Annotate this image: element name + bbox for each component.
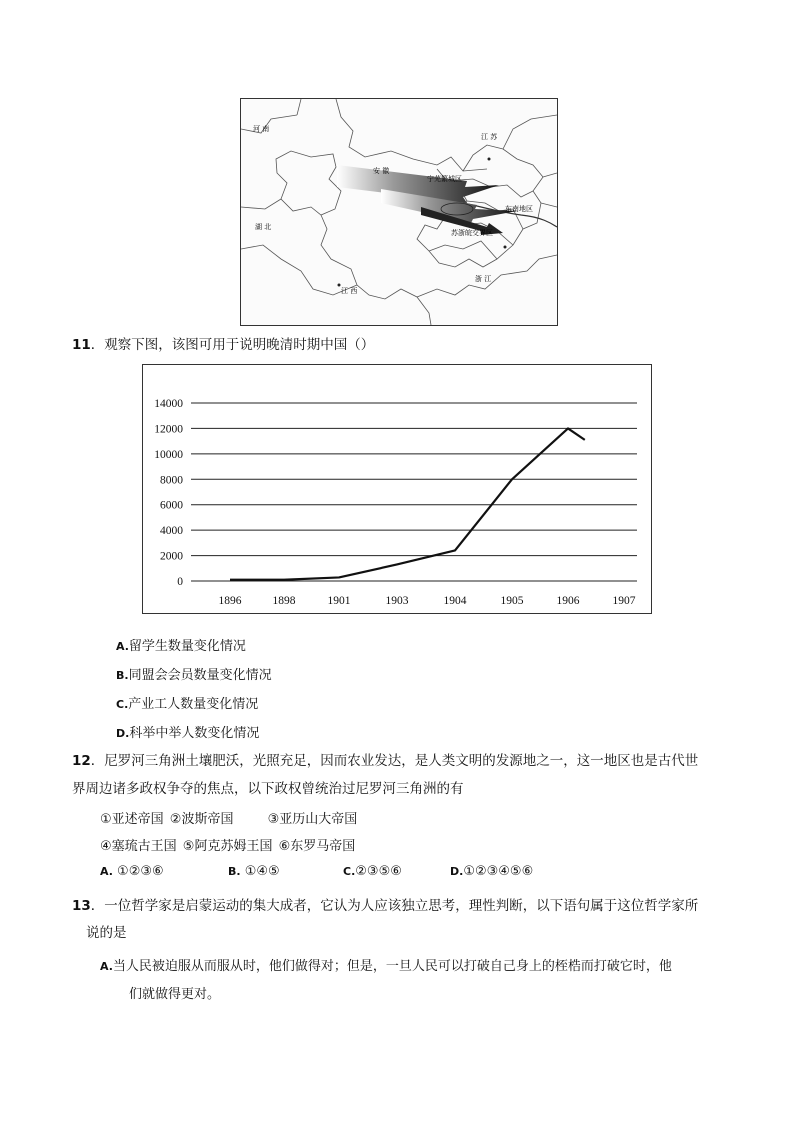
question-13 [72, 896, 762, 916]
question-text-line1: ．尼罗河三角洲土壤肥沃，光照充足，因而农业发达，是人类文明的发源地之一，这一地区也是古代世 [90, 753, 699, 769]
city-dot [504, 246, 507, 249]
question-11 [72, 335, 374, 355]
option-letter: C. [116, 698, 129, 711]
question-13-line2: 说的是 [86, 925, 127, 941]
option-letter: D. [450, 865, 464, 878]
y-tick-label: 6000 [160, 499, 183, 512]
q11-option-a[interactable] [116, 635, 246, 654]
option-text: ②③⑤⑥ [355, 864, 402, 879]
series-line [230, 428, 585, 579]
q11-option-b[interactable] [116, 664, 272, 683]
y-tick-label: 4000 [160, 525, 183, 538]
q11-option-c[interactable] [116, 693, 258, 712]
option-text: 科举中举人数变化情况 [129, 726, 260, 741]
label-anhui: 安 徽 [373, 167, 390, 175]
option-letter: B. [228, 865, 241, 878]
item-5: ⑤阿克苏姆王国 [182, 839, 273, 854]
label-jiangxi: 江 西 [341, 287, 358, 295]
y-tick-label: 2000 [160, 550, 183, 563]
map-svg [241, 99, 557, 325]
item-2: ②波斯帝国 [169, 812, 234, 827]
q11-option-d[interactable] [116, 722, 259, 741]
q12-choice-a[interactable] [100, 864, 164, 879]
y-tick-label: 8000 [160, 474, 183, 487]
label-zhejiang: 浙 江 [475, 275, 492, 283]
line-chart [142, 364, 652, 614]
option-text: ①②③⑥ [117, 864, 164, 879]
option-letter: D. [116, 727, 130, 740]
y-tick-label: 10000 [154, 448, 183, 461]
q12-items-row1 [100, 808, 357, 827]
option-text: ①②③④⑤⑥ [463, 864, 534, 879]
label-region3: 苏浙皖交界区 [451, 229, 493, 237]
q12-choice-d[interactable] [450, 864, 533, 879]
question-number: 13 [72, 898, 91, 914]
city-dot [488, 158, 491, 161]
option-text-line1: 当人民被迫服从而服从时，他们做得对；但是，一旦人民可以打破自己身上的桎梏而打破它时，他 [112, 959, 672, 974]
chart-svg [143, 365, 651, 613]
label-jiangsu: 江 苏 [481, 133, 498, 141]
x-tick-label: 1901 [327, 595, 351, 607]
q12-choice-b[interactable] [228, 864, 280, 879]
q12-choice-c[interactable] [343, 864, 402, 879]
x-tick-label: 1907 [612, 595, 636, 607]
y-tick-label: 0 [177, 576, 183, 588]
item-1: ①亚述帝国 [100, 812, 164, 827]
question-12-line2: 界周边诸多政权争夺的焦点，以下政权曾统治过尼罗河三角洲的有 [72, 781, 464, 797]
q12-items-row2 [100, 835, 355, 854]
x-tick-label: 1906 [556, 595, 580, 607]
item-6: ⑥东罗马帝国 [278, 839, 356, 854]
x-tick-label: 1896 [218, 595, 242, 607]
label-henan: 河 南 [253, 125, 270, 133]
option-letter: B. [116, 669, 129, 682]
q13-option-a-line2: 们就做得更对。 [129, 987, 221, 1002]
question-text: ．观察下图，该图可用于说明晚清时期中国（） [90, 337, 375, 353]
label-region2: 东南地区 [505, 205, 533, 213]
option-text: 同盟会会员数量变化情况 [128, 668, 272, 683]
item-4: ④塞琉古王国 [100, 839, 177, 854]
label-region1: 宁芜繁城区 [427, 175, 462, 183]
label-hubei: 湖 北 [255, 223, 272, 231]
x-tick-label: 1898 [272, 595, 296, 607]
option-text: ①④⑤ [244, 864, 280, 879]
item-3: ③亚历山大帝国 [267, 812, 358, 827]
option-text: 留学生数量变化情况 [128, 639, 246, 654]
x-tick-label: 1904 [443, 595, 467, 607]
q13-option-a[interactable] [100, 955, 770, 974]
question-number: 12 [72, 753, 91, 769]
option-text: 产业工人数量变化情况 [128, 697, 259, 712]
option-letter: A. [100, 865, 113, 878]
y-tick-label: 12000 [154, 423, 183, 436]
question-number: 11 [72, 337, 91, 353]
question-text-line1: ．一位哲学家是启蒙运动的集大成者，它认为人应该独立思考，理性判断，以下语句属于这位哲学家所 [90, 898, 699, 914]
option-letter: A. [116, 640, 129, 653]
option-letter: A. [100, 960, 113, 973]
x-tick-label: 1903 [385, 595, 409, 607]
x-tick-label: 1905 [500, 595, 524, 607]
option-letter: C. [343, 865, 356, 878]
map-figure [240, 98, 558, 326]
y-tick-label: 14000 [154, 398, 183, 410]
question-12 [72, 751, 752, 771]
